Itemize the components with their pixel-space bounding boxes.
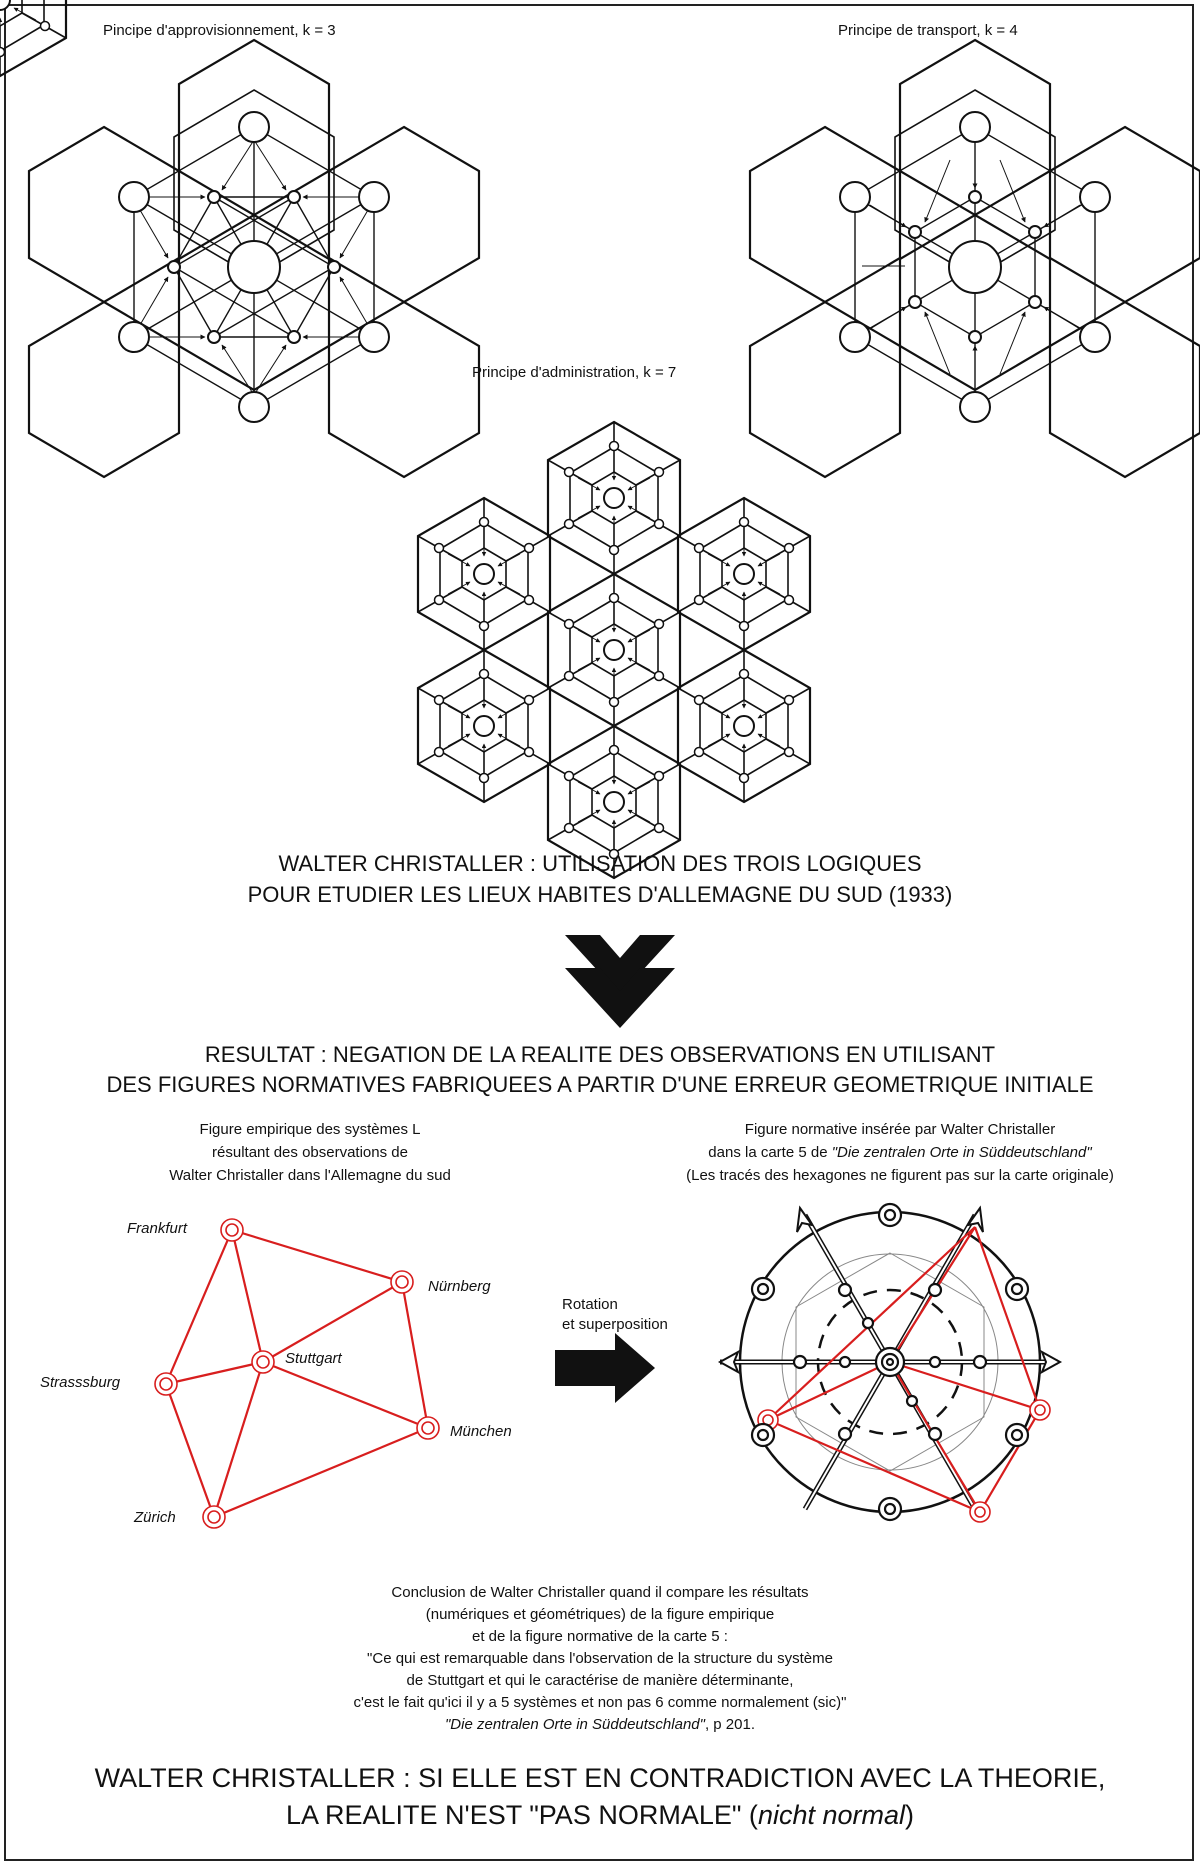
final-line-1: WALTER CHRISTALLER : SI ELLE EST EN CONTRADICTION AVEC LA THEORIE, — [94, 1763, 1106, 1793]
empirical-caption-line-3: Walter Christaller dans l'Allemagne du sud — [169, 1167, 451, 1184]
final-line-2-italic: nicht normal — [757, 1800, 906, 1830]
final-statement — [0, 1760, 1200, 1834]
city-label-stuttgart: Stuttgart — [285, 1350, 342, 1367]
conclusion-line-3: et de la figure normative de la carte 5 : — [472, 1628, 728, 1645]
supply-principle-title: Pincipe d'approvisionnement, k = 3 — [103, 22, 336, 39]
conclusion-source — [200, 1714, 1000, 1736]
transport-principle-diagram — [750, 40, 1200, 477]
city-label-nurnberg: Nürnberg — [428, 1278, 491, 1295]
transport-principle-title: Principe de transport, k = 4 — [838, 22, 1018, 39]
normative-caption-line-3: (Les tracés des hexagones ne figurent pas sur la carte originale) — [686, 1167, 1114, 1184]
normative-red-overlay — [758, 1227, 1050, 1522]
normative-caption — [640, 1118, 1160, 1187]
supply-principle-diagram — [29, 40, 479, 477]
normative-caption-book-title: "Die zentralen Orte in Süddeutschland" — [831, 1144, 1092, 1161]
conclusion-source-title: "Die zentralen Orte in Süddeutschland" — [444, 1716, 705, 1733]
down-chevron-icon — [565, 935, 675, 1028]
main-heading-line-1: WALTER CHRISTALLER : UTILISATION DES TROIS LOGIQUES — [278, 851, 922, 876]
normative-caption-line-2 — [640, 1141, 1160, 1164]
conclusion-line-1: Conclusion de Walter Christaller quand il compare les résultats — [391, 1584, 809, 1601]
right-arrow-icon — [555, 1333, 655, 1403]
administration-principle-diagram — [0, 0, 66, 76]
conclusion-source-page: , p 201. — [704, 1716, 755, 1733]
final-line-2 — [0, 1797, 1200, 1834]
empirical-caption-line-2: résultant des observations de — [212, 1144, 408, 1161]
administration-principle-title: Principe d'administration, k = 7 — [472, 364, 677, 381]
conclusion-block — [200, 1582, 1000, 1736]
normative-caption-prefix: dans la carte 5 de — [708, 1144, 832, 1161]
result-heading — [0, 1040, 1200, 1100]
city-label-strasssburg: Strasssburg — [40, 1374, 121, 1391]
conclusion-line-2: (numériques et géométriques) de la figure empirique — [425, 1606, 775, 1623]
result-line-1: RESULTAT : NEGATION DE LA REALITE DES OBSERVATIONS EN UTILISANT — [204, 1042, 996, 1067]
main-heading-line-2: POUR ETUDIER LES LIEUX HABITES D'ALLEMAGNE DU SUD (1933) — [247, 882, 953, 907]
final-line-2-suffix: ) — [905, 1800, 915, 1830]
conclusion-line-5: de Stuttgart et qui le caractérise de manière déterminante, — [406, 1672, 794, 1689]
empirical-caption — [110, 1118, 510, 1187]
conclusion-line-4: "Ce qui est remarquable dans l'observation de la structure du système — [367, 1650, 833, 1667]
city-label-frankfurt: Frankfurt — [127, 1220, 188, 1237]
normative-caption-line-1: Figure normative insérée par Walter Christaller — [744, 1121, 1056, 1138]
final-line-2-prefix: LA REALITE N'EST "PAS NORMALE" ( — [285, 1800, 758, 1830]
admin-cluster-template — [0, 0, 66, 76]
rotation-label — [562, 1295, 668, 1335]
main-heading — [0, 848, 1200, 910]
rotation-label-line-1: Rotation — [562, 1296, 618, 1313]
rotation-label-line-2: et superposition — [562, 1316, 668, 1333]
administration-clusters — [418, 422, 810, 878]
normative-figure — [720, 1204, 1060, 1522]
empirical-network — [155, 1219, 439, 1528]
city-label-munchen: München — [450, 1423, 512, 1440]
conclusion-line-6: c'est le fait qu'ici il y a 5 systèmes et non pas 6 comme normalement (sic)" — [353, 1694, 847, 1711]
empirical-caption-line-1: Figure empirique des systèmes L — [199, 1121, 421, 1138]
result-line-2: DES FIGURES NORMATIVES FABRIQUEES A PARTIR D'UNE ERREUR GEOMETRIQUE INITIALE — [106, 1072, 1094, 1097]
city-label-zurich: Zürich — [134, 1509, 176, 1526]
